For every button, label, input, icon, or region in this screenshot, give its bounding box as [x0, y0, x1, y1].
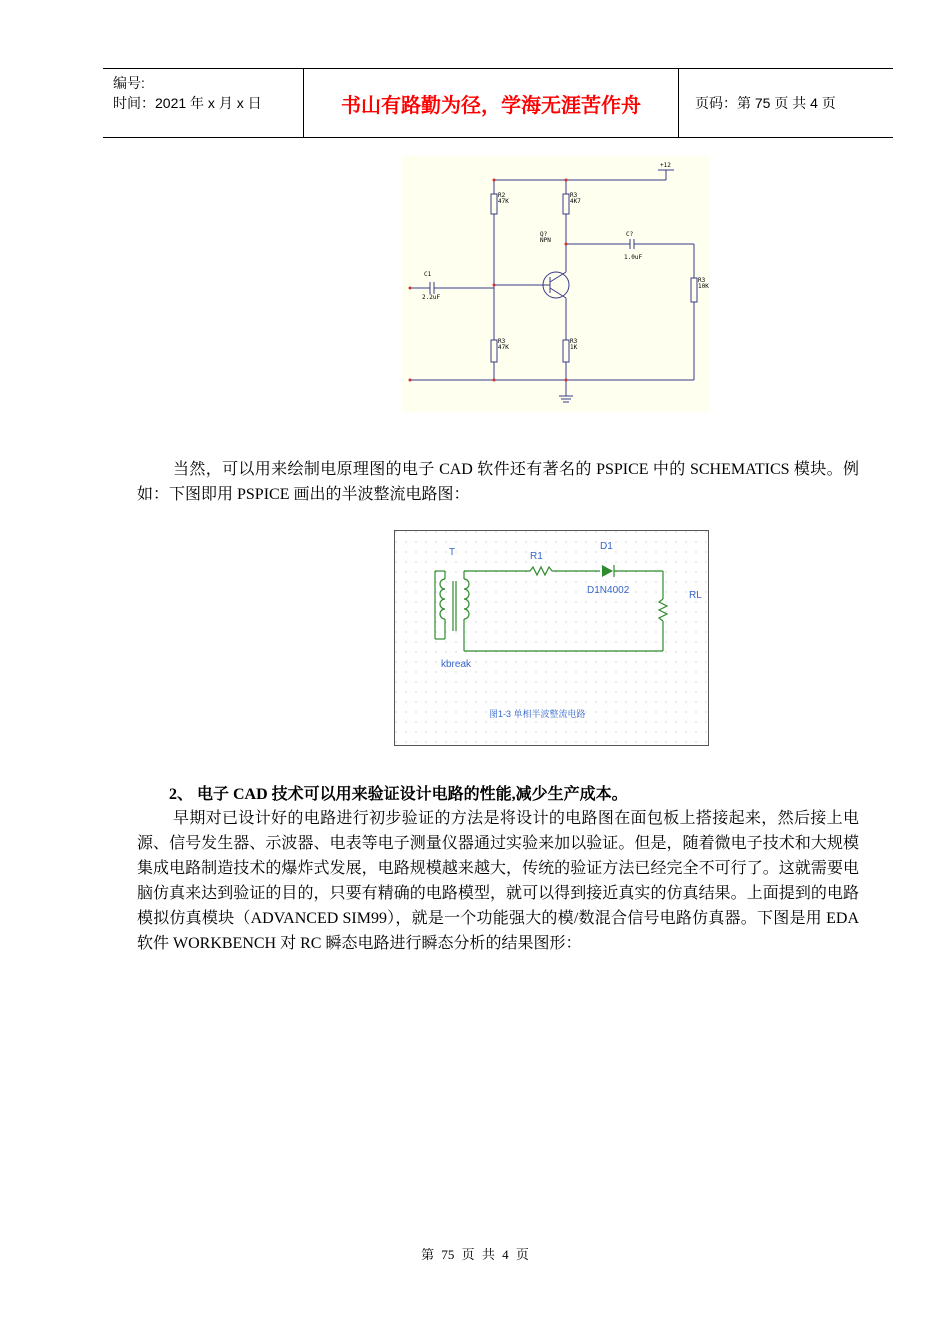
figure-caption: 图1-3 单相半波整流电路 [489, 709, 586, 719]
load-resistor-value: 10K [698, 283, 709, 290]
half-wave-rectifier-schematic [394, 530, 709, 746]
c7-label: C? [626, 231, 634, 238]
diode-label: D1 [600, 541, 613, 552]
diode-part: D1N4002 [587, 585, 630, 596]
c1-value: 2.2uF [422, 294, 441, 301]
c7-value: 1.0uF [624, 254, 643, 261]
transistor-label: Q? [540, 231, 548, 238]
page-label-text: 页码：第 75 页 共 4 页 [695, 95, 836, 111]
supply-label: +12 [660, 162, 671, 169]
r2-label: R2 [498, 192, 506, 199]
re-label: R3 [570, 338, 578, 345]
re-value: 1K [570, 344, 578, 351]
rc-label: R3 [570, 192, 578, 199]
c1-label: C1 [424, 271, 432, 278]
section-heading: 2、 电子 CAD 技术可以用来验证设计电路的性能,减少生产成本。 [169, 786, 628, 803]
page-footer: 第 75 页 共 4 页 [421, 1247, 529, 1262]
resistor-label: R1 [530, 551, 543, 562]
r3-value: 47K [498, 344, 509, 351]
transformer-label: T [449, 547, 456, 558]
header-motto: 书山有路勤为径，学海无涯苦作舟 [304, 69, 679, 137]
load-label: RL [689, 590, 702, 601]
transistor-type: NPN [540, 237, 551, 244]
document-header [103, 68, 893, 138]
load-resistor-label: R3 [698, 277, 706, 284]
paragraph-verification: 早期对已设计好的电路进行初步验证的方法是将设计的电路图在面包板上搭接起来，然后接上电源、信号发生器、示波器、电表等电子测量仪器通过实验来加以验证。但是，随着微电子技术和大规模集成电路制造技术的爆炸式发展，电路规模越来越大，传统的验证方法已经完全不可行了。这就需要电脑仿真来达到验证的目的，只要有精确的电路模型，就可以得到接近真实的仿真结果。上面提到的电路模拟仿真模块（ADVANCED SIM99），就是一个功能强大的模/数混合信号电路仿真器。下图是用 EDA 软件 WORKBENCH 对 RC 瞬态电路进行瞬态分析的结果图形： [137, 810, 859, 952]
paragraph-pspice: 当然，可以用来绘制电原理图的电子 CAD 软件还有著名的 PSPICE 中的 SCHEMATICS 模块。例如：下图即用 PSPICE 画出的半波整流电路图： [137, 461, 859, 503]
number-label: 编号: [113, 75, 145, 91]
transistor-amplifier-schematic [402, 156, 710, 412]
r2-value: 47K [498, 198, 509, 205]
rc-value: 4K7 [570, 198, 581, 205]
header-page-label [687, 69, 893, 137]
header-meta-cell [103, 69, 304, 137]
r3-label: R3 [498, 338, 506, 345]
transformer-part: kbreak [441, 659, 472, 670]
time-label: 时间：2021 年 x 月 x 日 [113, 95, 262, 111]
